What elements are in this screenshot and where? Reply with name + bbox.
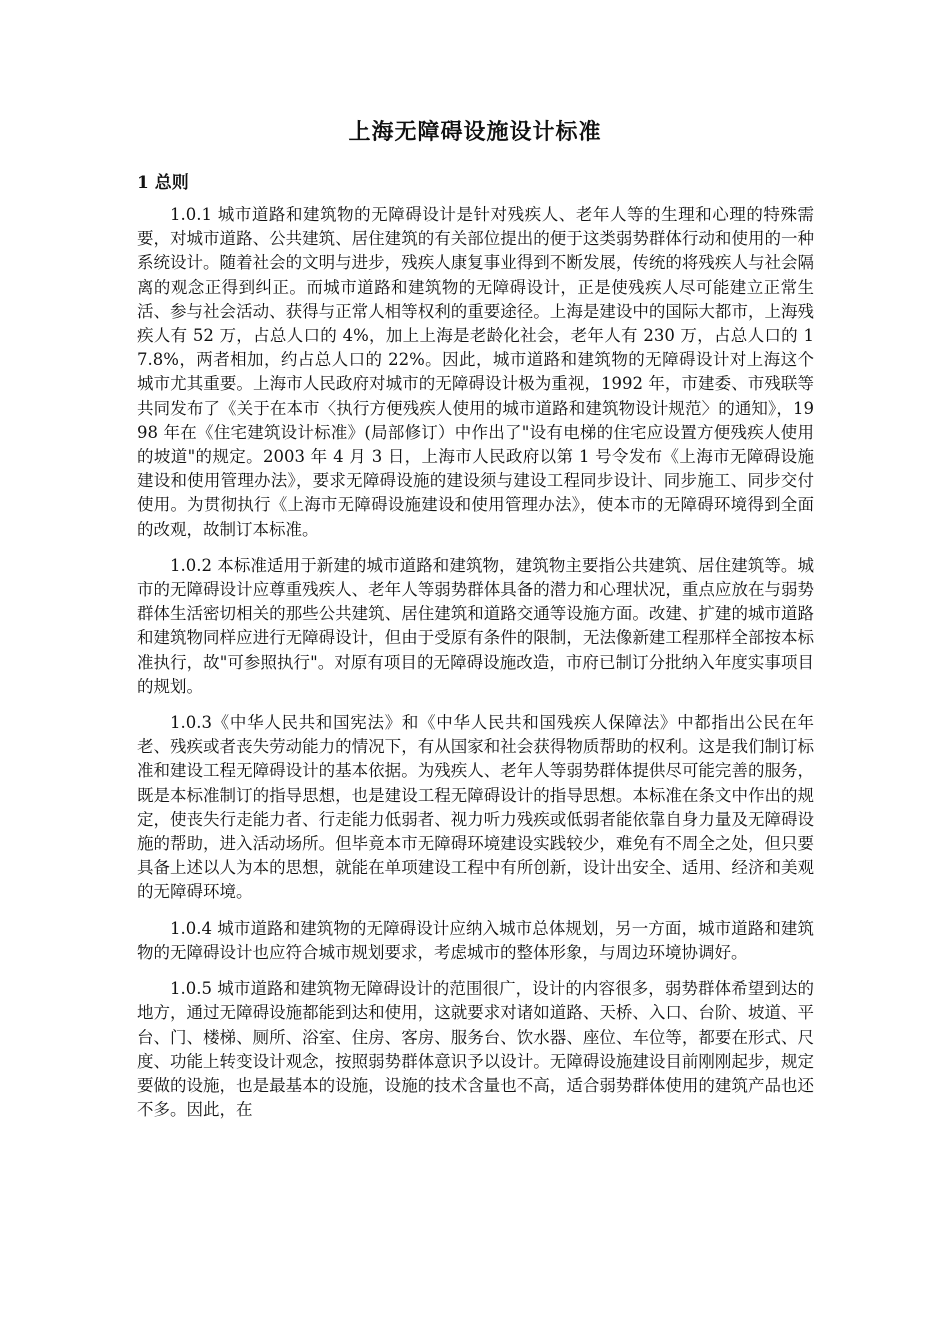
paragraph-1-0-2: 1.0.2 本标准适用于新建的城市道路和建筑物，建筑物主要指公共建筑、居住建筑等。城市的无障碍设计应尊重残疾人、老年人等弱势群体具备的潜力和心理状况，重点应放在与弱势群体生活密切相关的那些公共建筑、居住建筑和道路交通等设施方面。改建、扩建的城市道路和建筑物同样应进行无障碍设计，但由于受原有条件的限制，无法像新建工程那样全部按本标准执行，故"可参照执行"。对原有项目的无障碍设施改造，市府已制订分批纳入年度实事项目的规划。 [137, 555, 814, 696]
paragraph-1-0-4: 1.0.4 城市道路和建筑物的无障碍设计应纳入城市总体规划，另一方面，城市道路和建筑物的无障碍设计也应符合城市规划要求，考虑城市的整体形象，与周边环境协调好。 [137, 918, 814, 962]
paragraph-1-0-5: 1.0.5 城市道路和建筑物无障碍设计的范围很广，设计的内容很多，弱势群体希望到达的地方，通过无障碍设施都能到达和使用，这就要求对诸如道路、天桥、入口、台阶、坡道、平台、门、楼梯、厕所、浴室、住房、客房、服务台、饮水器、座位、车位等，都要在形式、尺度、功能上转变设计观念，按照弱势群体意识予以设计。无障碍设施建设目前刚刚起步，规定要做的设施，也是最基本的设施，设施的技术含量也不高，适合弱势群体使用的建筑产品也还不多。因此，在 [137, 979, 814, 1120]
section-heading: 1 总则 [137, 173, 189, 193]
paragraph-1-0-3: 1.0.3《中华人民共和国宪法》和《中华人民共和国残疾人保障法》中都指出公民在年老、残疾或者丧失劳动能力的情况下，有从国家和社会获得物质帮助的权利。这是我们制订标准和建设工程无障碍设计的基本依据。为残疾人、老年人等弱势群体提供尽可能完善的服务，既是本标准制订的指导思想，也是建设工程无障碍设计的指导思想。本标准在条文中作出的规定，使丧失行走能力者、行走能力低弱者、视力听力残疾或低弱者能依靠自身力量及无障碍设施的帮助，进入活动场所。但毕竟本市无障碍环境建设实践较少，难免有不周全之处，但只要具备上述以人为本的思想，就能在单项建设工程中有所创新，设计出安全、适用、经济和美观的无障碍环境。 [137, 713, 814, 902]
paragraph-1-0-1: 1.0.1 城市道路和建筑物的无障碍设计是针对残疾人、老年人等的生理和心理的特殊需要，对城市道路、公共建筑、居住建筑的有关部位提出的便于这类弱势群体行动和使用的一种系统设计。随着社会的文明与进步，残疾人康复事业得到不断发展，传统的将残疾人与社会隔离的观念正得到纠正。而城市道路和建筑物的无障碍设计，正是使残疾人尽可能建立正常生活、参与社会活动、获得与正常人相等权利的重要途径。上海是建设中的国际大都市，上海残疾人有 52 万，占总人口的 4%，加上上海是老龄化社会，老年人有 230 万，占总人口的 17.8%，两者相加，约占总人口的 22%。因此，城市道路和建筑物的无障碍设计对上海这个城市尤其重要。上海市人民政府对城市的无障碍设计极为重视，1992 年，市建委、市残联等共同发布了《关于在本市〈执行方便残疾人使用的城市道路和建筑物设计规范〉的通知》，1998 年在《住宅建筑设计标准》(局部修订）中作出了"设有电梯的住宅应设置方便残疾人使用的坡道"的规定。2003 年 4 月 3 日，上海市人民政府以第 1 号令发布《上海市无障碍设施建设和使用管理办法》，要求无障碍设施的建设须与建设工程同步设计、同步施工、同步交付使用。为贯彻执行《上海市无障碍设施建设和使用管理办法》，使本市的无障碍环境得到全面的改观，故制订本标准。 [137, 205, 814, 539]
document-title: 上海无障碍设施设计标准 [348, 119, 602, 145]
document-body [137, 203, 814, 1134]
